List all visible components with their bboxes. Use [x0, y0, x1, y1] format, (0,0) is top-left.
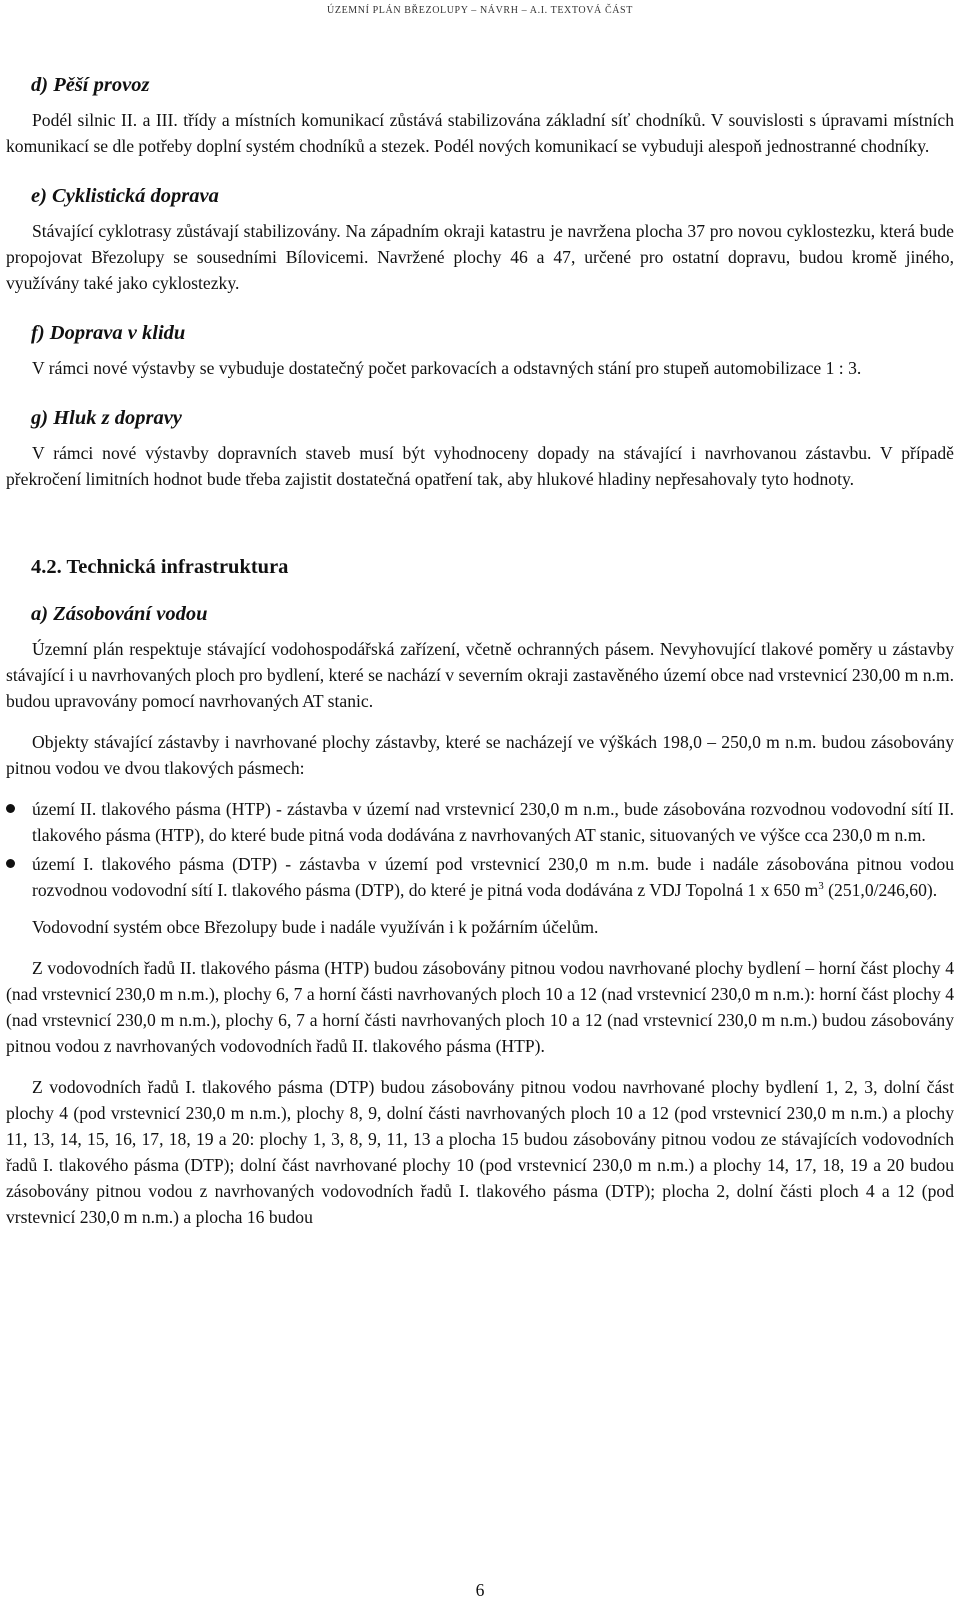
section-heading-a: a) Zásobování vodou	[31, 603, 208, 625]
superscript: 3	[818, 880, 824, 893]
section-spacer	[6, 514, 954, 552]
section-heading-f: f) Doprava v klidu	[31, 322, 186, 344]
page-number: 6	[475, 1580, 485, 1600]
section-heading-d: d) Pěší provoz	[31, 74, 150, 96]
list-item-text-tail: (251,0/246,60).	[823, 880, 938, 900]
bullet-list	[6, 796, 954, 903]
bullet-icon	[6, 804, 15, 813]
paragraph: V rámci nové výstavby dopravních staveb musí být vyhodnoceny dopady na stávající i navrhovanou zástavbu. V případě překročení limitních hodnot bude třeba zajistit dostatečná opatření tak, aby hlukové hladiny nepřesahovaly tyto hodnoty.	[6, 443, 954, 489]
paragraph: Podél silnic II. a III. třídy a místních komunikací zůstává stabilizována základní síť chodníků. V souvislosti s úpravami místních komunikací se dle potřeby doplní systém chodníků a stezek. Podél nových komunikací se vybuduji alespoň jednostranné chodníky.	[6, 110, 954, 156]
paragraph: Objekty stávající zástavby i navrhované plochy zástavby, které se nacházejí ve výškách 198,0 – 250,0 m n.m. budou zásobovány pitnou vodou ve dvou tlakových pásmech:	[6, 732, 954, 778]
running-header: ÚZEMNÍ PLÁN BŘEZOLUPY – NÁVRH – A.I. TEXTOVÁ ČÁST	[327, 5, 633, 16]
list-item	[6, 851, 954, 903]
section-heading-g: g) Hluk z dopravy	[31, 407, 182, 429]
paragraph: Vodovodní systém obce Březolupy bude i nadále využíván i k požárním účelům.	[32, 917, 599, 937]
chapter-heading: 4.2. Technická infrastruktura	[31, 556, 289, 578]
paragraph: V rámci nové výstavby se vybuduje dostatečný počet parkovacích a odstavných stání pro stupeň automobilizace 1 : 3.	[32, 358, 862, 378]
section-heading-e: e) Cyklistická doprava	[31, 185, 219, 207]
page-content	[6, 70, 954, 1245]
paragraph: Z vodovodních řadů I. tlakového pásma (DTP) budou zásobovány pitnou vodou navrhované plochy bydlení 1, 2, 3, dolní část plochy 4 (pod vrstevnicí 230,0 m n.m.), plochy 8, 9, dolní části navrhovaných ploch 10 a 12 (pod vrstevnicí 230,0 m n.m.) a plochy 11, 13, 14, 15, 16, 17, 18, 19 a 20: plochy 1, 3, 8, 9, 11, 13 a plocha 15 budou zásobovány pitnou vodou ze stávajících vodovodních řadů I. tlakového pásma (DTP); dolní část navrhované plochy 10 (pod vrstevnicí 230,0 m n.m.) a plochy 14, 17, 18, 19 a 20 budou zásobovány pitnou vodou z navrhovaných vodovodních řadů I. tlakového pásma (DTP); plocha 2, dolní části ploch 4 a 12 (pod vrstevnicí 230,0 m n.m.) a plocha 16 budou	[6, 1077, 954, 1227]
paragraph: Z vodovodních řadů II. tlakového pásma (HTP) budou zásobovány pitnou vodou navrhované plochy bydlení – horní část plochy 4 (nad vrstevnicí 230,0 m n.m.), plochy 6, 7 a horní části navrhovaných ploch 10 a 12 (nad vrstevnicí 230,0 m n.m.): horní část plochy 4 (nad vrstevnicí 230,0 m n.m.), plochy 6, 7 a horní části navrhovaných ploch 10 a 12 (nad vrstevnicí 230,0 m n.m.) budou zásobovány pitnou vodou z navrhovaných vodovodních řadů II. tlakového pásma (HTP).	[6, 958, 954, 1056]
list-item	[6, 796, 954, 848]
list-item-text: území I. tlakového pásma (DTP) - zástavba v území pod vrstevnicí 230,0 m n.m. bude i nadále zásobována pitnou vodou rozvodnou vodovodní sítí I. tlakového pásma (DTP), do které je pitná voda dodávána z VDJ Topolná 1 x 650 m	[32, 854, 954, 900]
paragraph: Stávající cyklotrasy zůstávají stabilizovány. Na západním okraji katastru je navržena plocha 37 pro novou cyklostezku, která bude propojovat Březolupy se sousedními Bílovicemi. Navržené plochy 46 a 47, určené pro ostatní dopravu, budou kromě jiného, využívány také jako cyklostezky.	[6, 221, 954, 293]
list-item-text: území II. tlakového pásma (HTP) - zástavba v území nad vrstevnicí 230,0 m n.m., bude zásobována rozvodnou vodovodní sítí II. tlakového pásma (HTP), do které bude pitná voda dodávána z navrhovaných AT stanic, situovaných ve výšce cca 230,0 m n.m.	[32, 799, 954, 845]
bullet-icon	[6, 859, 15, 868]
paragraph: Územní plán respektuje stávající vodohospodářská zařízení, včetně ochranných pásem. Nevyhovující tlakové poměry u zástavby stávající i u navrhovaných ploch pro bydlení, které se nachází v severním okraji zastavěného území obce nad vrstevnicí 230,00 m n.m. budou upravovány pomocí navrhovaných AT stanic.	[6, 639, 954, 711]
